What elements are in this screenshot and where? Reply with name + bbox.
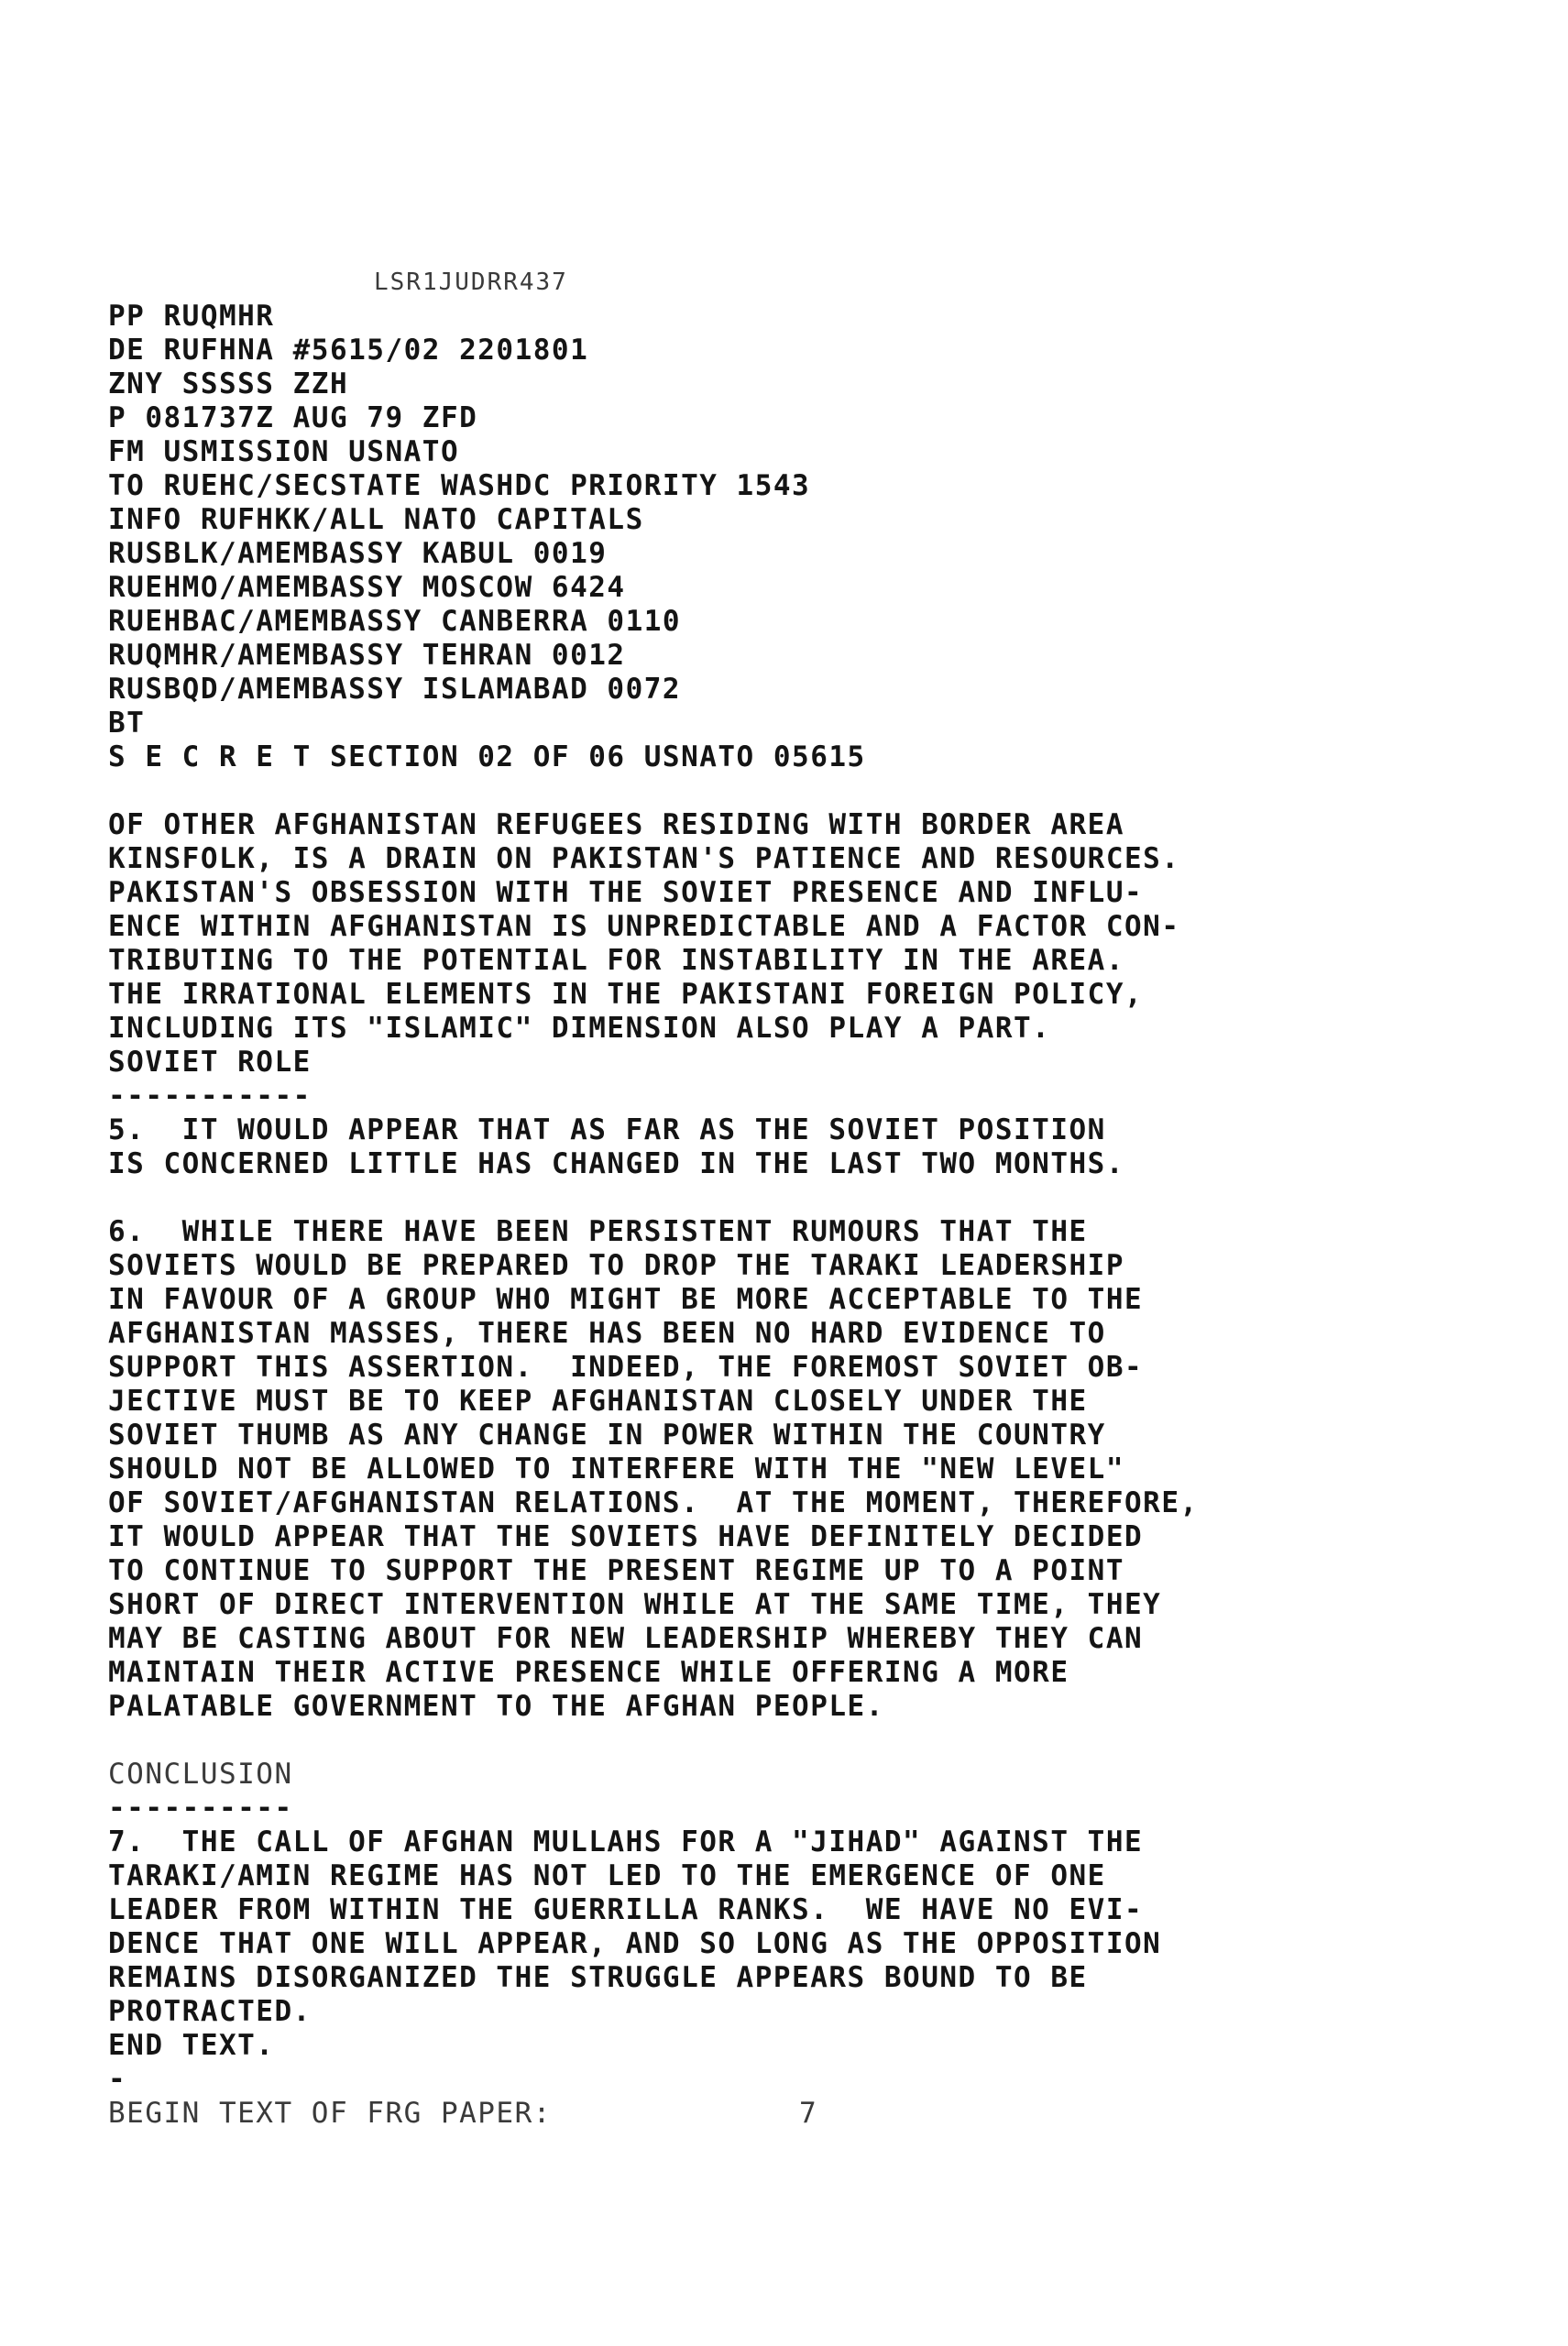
- paragraph-6: [108, 1215, 1428, 1724]
- routing-line: P 081737Z AUG 79 ZFD: [108, 401, 478, 434]
- section-heading-conclusion: CONCLUSION: [108, 1758, 293, 1791]
- dash-marker: -: [108, 2063, 127, 2096]
- page-number: 7: [798, 2097, 818, 2130]
- classification-line: S E C R E T SECTION 02 OF 06 USNATO 05615: [108, 740, 866, 773]
- text-line: SHORT OF DIRECT INTERVENTION WHILE AT THE SAME TIME, THEY: [108, 1588, 1162, 1621]
- routing-line: DE RUFHNA #5615/02 2201801: [108, 334, 589, 367]
- text-line: SOVIETS WOULD BE PREPARED TO DROP THE TARAKI LEADERSHIP: [108, 1249, 1124, 1282]
- text-line: TARAKI/AMIN REGIME HAS NOT LED TO THE EMERGENCE OF ONE: [108, 1859, 1106, 1892]
- routing-line: PP RUQMHR: [108, 300, 275, 333]
- paragraph-7: [108, 1825, 1428, 2029]
- heading-underline: -----------: [108, 1080, 312, 1113]
- text-line: PALATABLE GOVERNMENT TO THE AFGHAN PEOPLE.: [108, 1690, 884, 1723]
- paragraph-5: [108, 1113, 1428, 1181]
- text-line: SHOULD NOT BE ALLOWED TO INTERFERE WITH THE "NEW LEVEL": [108, 1453, 1124, 1485]
- text-line: ENCE WITHIN AFGHANISTAN IS UNPREDICTABLE AND A FACTOR CON-: [108, 910, 1180, 943]
- text-line: IT WOULD APPEAR THAT THE SOVIETS HAVE DEFINITELY DECIDED: [108, 1520, 1144, 1553]
- text-line: DENCE THAT ONE WILL APPEAR, AND SO LONG AS THE OPPOSITION: [108, 1927, 1162, 1960]
- text-line: THE IRRATIONAL ELEMENTS IN THE PAKISTANI FOREIGN POLICY,: [108, 978, 1144, 1011]
- begin-text-label: BEGIN TEXT OF FRG PAPER:: [108, 2097, 552, 2130]
- text-line: PROTRACTED.: [108, 1995, 312, 2028]
- routing-line: RUSBQD/AMEMBASSY ISLAMABAD 0072: [108, 673, 682, 706]
- spacer: [108, 1181, 1428, 1215]
- text-line: PAKISTAN'S OBSESSION WITH THE SOVIET PRESENCE AND INFLU-: [108, 876, 1144, 909]
- telegram-body: [108, 266, 1428, 2131]
- routing-line: RUSBLK/AMEMBASSY KABUL 0019: [108, 537, 608, 570]
- routing-line: INFO RUFHKK/ALL NATO CAPITALS: [108, 503, 644, 536]
- text-line: JECTIVE MUST BE TO KEEP AFGHANISTAN CLOSELY UNDER THE: [108, 1385, 1088, 1418]
- text-line: AFGHANISTAN MASSES, THERE HAS BEEN NO HARD EVIDENCE TO: [108, 1317, 1106, 1350]
- routing-block: [108, 300, 1428, 740]
- routing-line: RUEHMO/AMEMBASSY MOSCOW 6424: [108, 571, 626, 604]
- text-line: REMAINS DISORGANIZED THE STRUGGLE APPEARS BOUND TO BE: [108, 1961, 1088, 1994]
- routing-line: ZNY SSSSS ZZH: [108, 367, 349, 400]
- text-line: TRIBUTING TO THE POTENTIAL FOR INSTABILITY IN THE AREA.: [108, 944, 1124, 977]
- text-line: MAINTAIN THEIR ACTIVE PRESENCE WHILE OFFERING A MORE: [108, 1656, 1069, 1689]
- routing-line: TO RUEHC/SECSTATE WASHDC PRIORITY 1543: [108, 469, 811, 502]
- footer-line: [108, 2097, 1428, 2131]
- routing-line: FM USMISSION USNATO: [108, 435, 460, 468]
- header-top-line: LSR1JUDRR437: [374, 269, 568, 296]
- text-line: IN FAVOUR OF A GROUP WHO MIGHT BE MORE ACCEPTABLE TO THE: [108, 1283, 1144, 1316]
- text-line: 5. IT WOULD APPEAR THAT AS FAR AS THE SOVIET POSITION: [108, 1113, 1106, 1146]
- text-line: 6. WHILE THERE HAVE BEEN PERSISTENT RUMOURS THAT THE: [108, 1215, 1088, 1248]
- paragraph-intro: [108, 808, 1428, 1046]
- text-line: OF SOVIET/AFGHANISTAN RELATIONS. AT THE MOMENT, THEREFORE,: [108, 1486, 1199, 1519]
- text-line: INCLUDING ITS "ISLAMIC" DIMENSION ALSO PLAY A PART.: [108, 1012, 1051, 1045]
- spacer: [108, 1724, 1428, 1758]
- text-line: IS CONCERNED LITTLE HAS CHANGED IN THE LAST TWO MONTHS.: [108, 1147, 1124, 1180]
- text-line: SUPPORT THIS ASSERTION. INDEED, THE FOREMOST SOVIET OB-: [108, 1351, 1144, 1384]
- text-line: LEADER FROM WITHIN THE GUERRILLA RANKS. WE HAVE NO EVI-: [108, 1893, 1144, 1926]
- text-line: SOVIET THUMB AS ANY CHANGE IN POWER WITHIN THE COUNTRY: [108, 1419, 1106, 1452]
- routing-line: RUEHBAC/AMEMBASSY CANBERRA 0110: [108, 605, 682, 638]
- heading-underline: ----------: [108, 1792, 293, 1825]
- text-line: OF OTHER AFGHANISTAN REFUGEES RESIDING WITH BORDER AREA: [108, 808, 1124, 841]
- text-line: 7. THE CALL OF AFGHAN MULLAHS FOR A "JIHAD" AGAINST THE: [108, 1825, 1144, 1858]
- text-line: TO CONTINUE TO SUPPORT THE PRESENT REGIME UP TO A POINT: [108, 1554, 1124, 1587]
- routing-line: BT: [108, 707, 146, 740]
- end-text: END TEXT.: [108, 2029, 275, 2062]
- text-line: KINSFOLK, IS A DRAIN ON PAKISTAN'S PATIENCE AND RESOURCES.: [108, 842, 1180, 875]
- text-line: MAY BE CASTING ABOUT FOR NEW LEADERSHIP WHEREBY THEY CAN: [108, 1622, 1144, 1655]
- routing-line: RUQMHR/AMEMBASSY TEHRAN 0012: [108, 639, 626, 672]
- spacer: [108, 774, 1428, 808]
- section-heading-soviet-role: SOVIET ROLE: [108, 1046, 312, 1079]
